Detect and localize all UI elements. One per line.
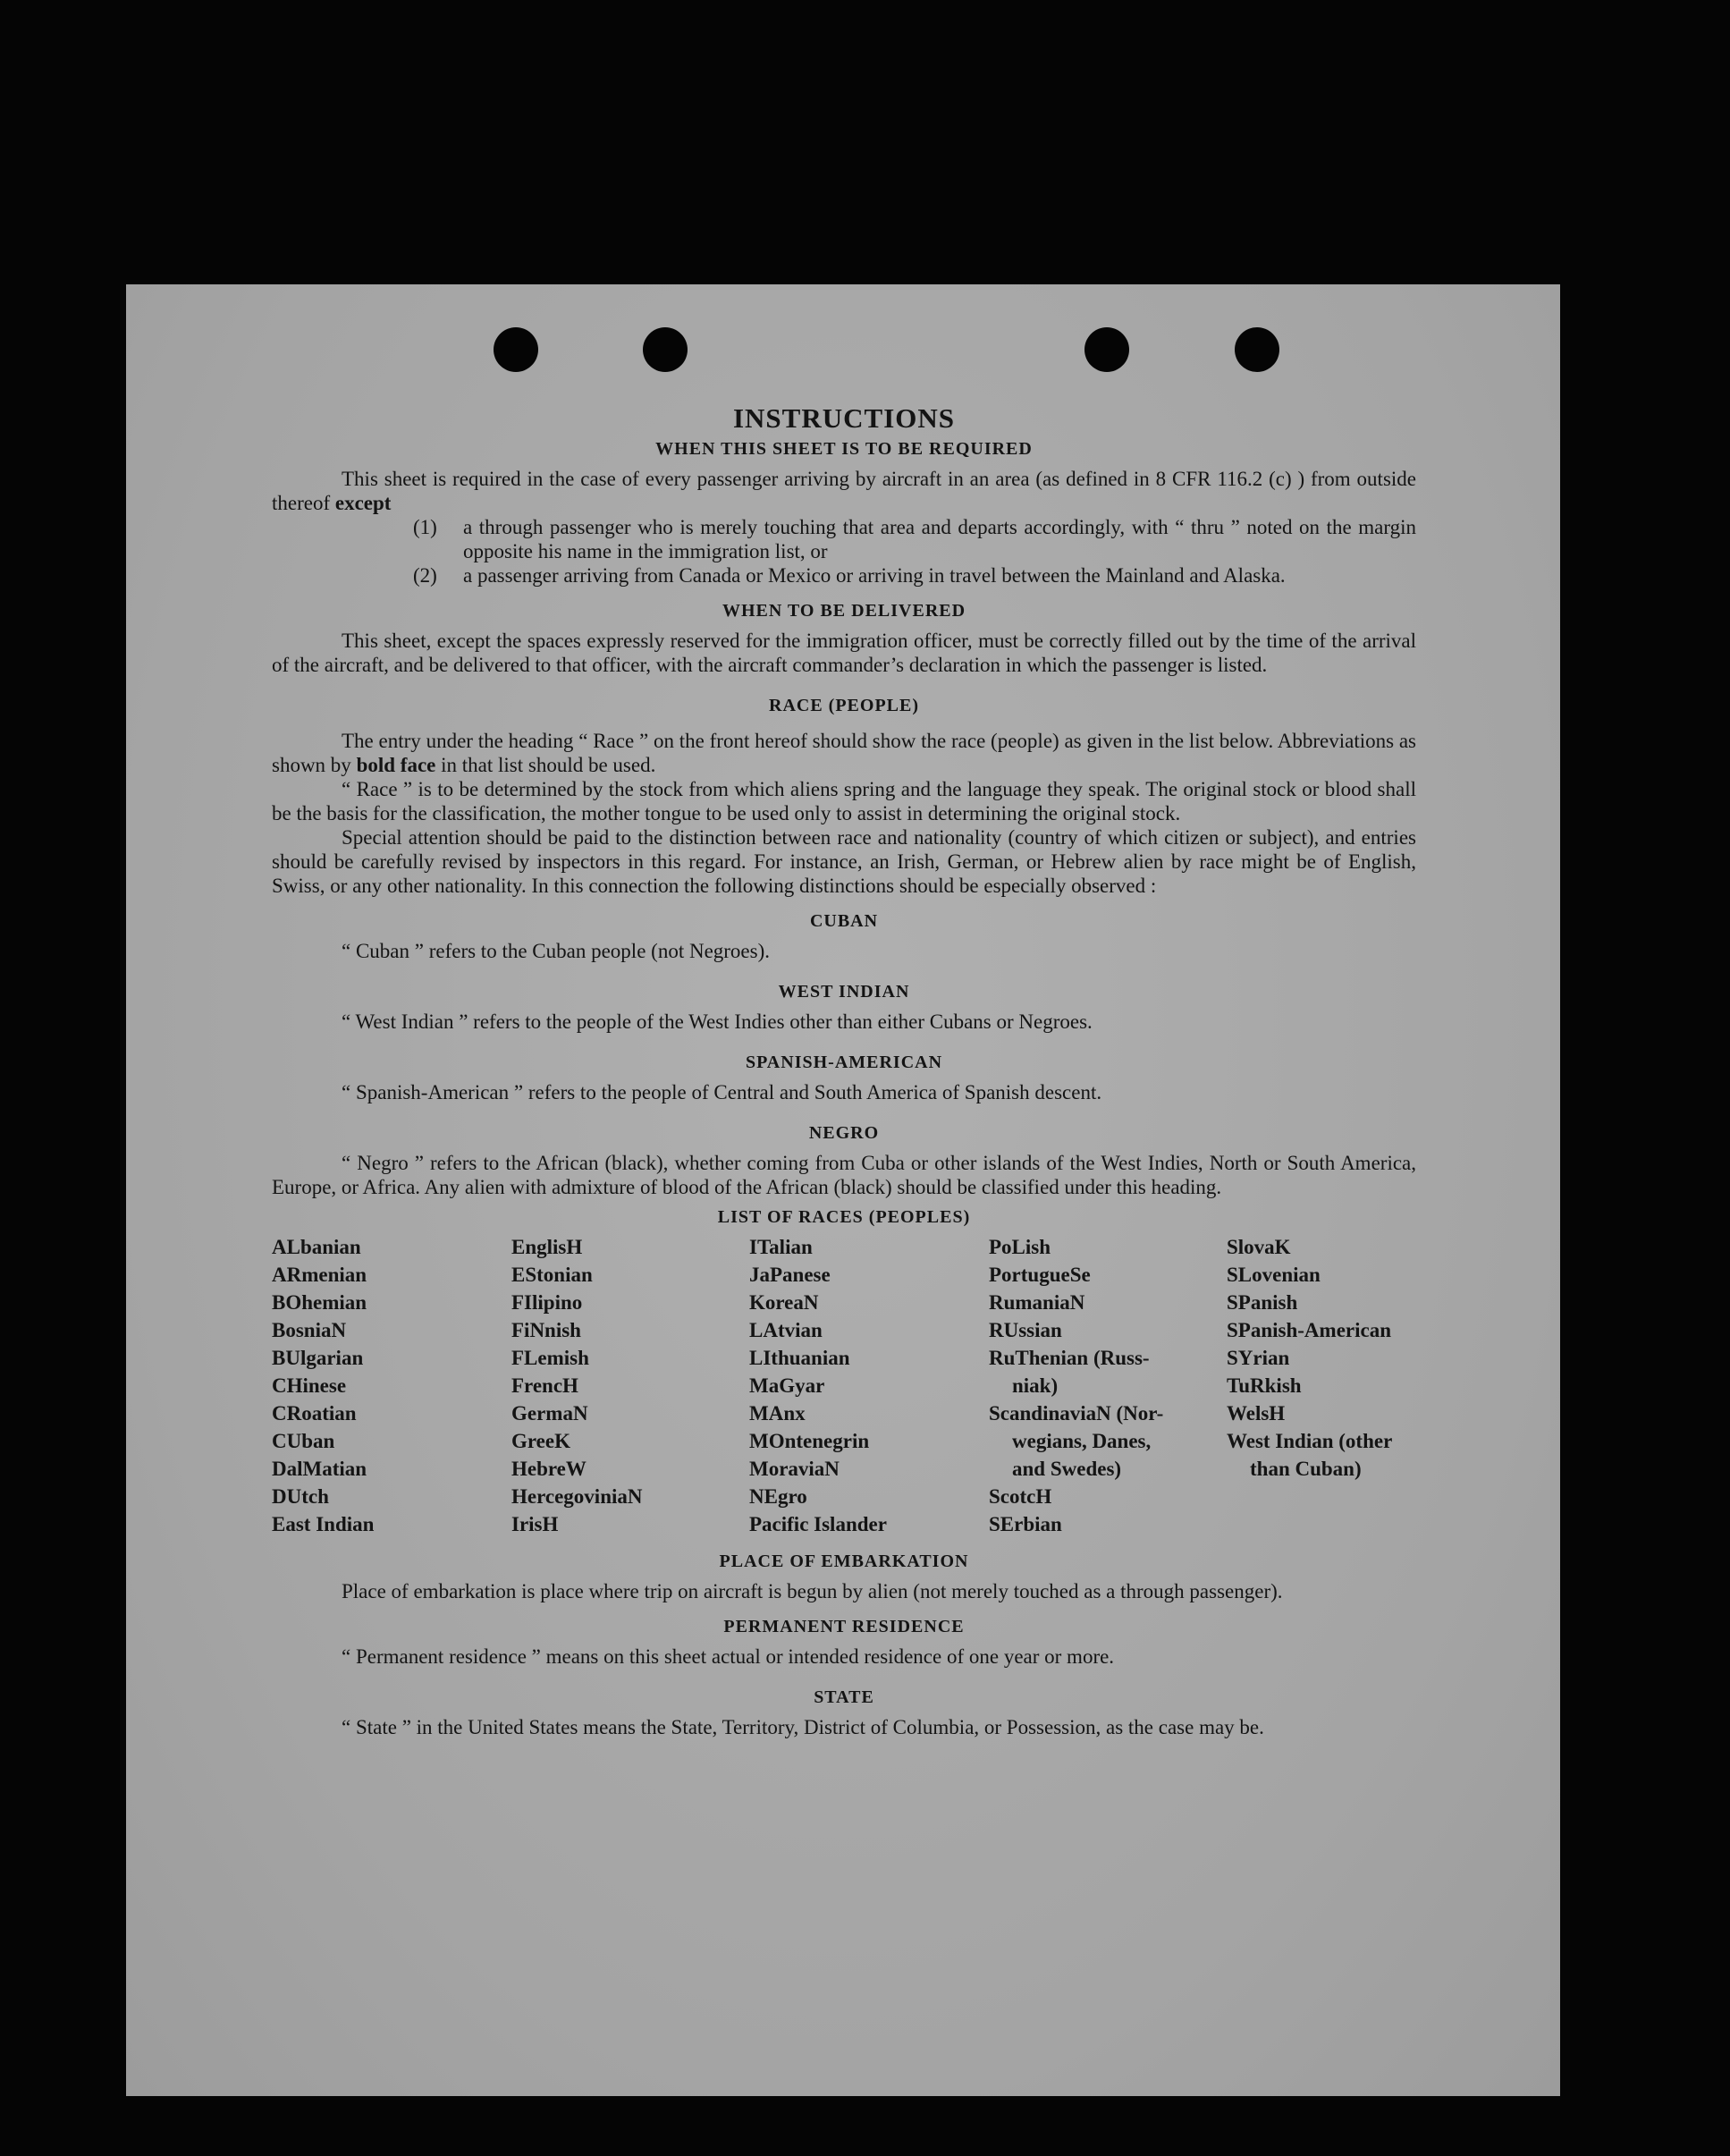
list-item: TuRkish xyxy=(1227,1374,1302,1397)
list-item: FIlipino xyxy=(511,1291,583,1314)
paragraph-required-intro: This sheet is required in the case of every passenger arriving by aircraft in an area (as defined in 8 CFR 116.2 (c) ) from outside thereof except xyxy=(272,468,1416,514)
punch-hole-1 xyxy=(494,327,538,372)
bold-face-text: bold face xyxy=(356,754,436,776)
heading-list-of-races: LIST OF RACES (PEOPLES) xyxy=(717,1207,971,1227)
heading-west-indian: WEST INDIAN xyxy=(778,982,910,1002)
paragraph-delivered: This sheet, except the spaces expressly reserved for the immigration officer, must be correctly filled out by the time of the arrival of the aircraft, and be delivered to that officer, with the aircraft commander’s declaration in which the passenger is listed. xyxy=(272,630,1416,676)
list-item: FrencH xyxy=(511,1374,578,1397)
list-item: MaGyar xyxy=(749,1374,825,1397)
paragraph-residence: “ Permanent residence ” means on this sheet actual or intended residence of one year or more. xyxy=(342,1645,1115,1668)
except-bold: except xyxy=(334,492,392,514)
races-list xyxy=(272,1233,1416,1538)
list-item: GreeK xyxy=(511,1430,570,1452)
heading-negro: NEGRO xyxy=(808,1123,880,1143)
paragraph-negro: “ Negro ” refers to the African (black), whether coming from Cuba or other islands of the West Indies, North or South America, Europe, or Africa. Any alien with admixture of blood of the African (black) should be classified under this heading. xyxy=(272,1152,1416,1198)
list-item: ITalian xyxy=(749,1236,813,1258)
races-column-3 xyxy=(749,1233,989,1538)
punch-hole-3 xyxy=(1084,327,1129,372)
list-item: ARmenian xyxy=(272,1264,367,1286)
list-item: RUssian xyxy=(989,1319,1062,1341)
list-item: and Swedes) xyxy=(1012,1458,1122,1480)
heading-when-delivered: WHEN TO BE DELIVERED xyxy=(722,601,966,621)
list-item: NEgro xyxy=(749,1485,807,1508)
document-sheet xyxy=(126,284,1560,2096)
list-item-2-number: (2) xyxy=(413,564,437,587)
list-item: BUlgarian xyxy=(272,1347,364,1369)
list-item: wegians, Danes, xyxy=(1012,1430,1152,1452)
paragraph-embarkation: Place of embarkation is place where trip on aircraft is begun by alien (not merely touched as a through passenger). xyxy=(342,1580,1283,1602)
heading-race: RACE (PEOPLE) xyxy=(769,696,919,715)
list-item: FiNnish xyxy=(511,1319,581,1341)
paragraph-race-2: “ Race ” is to be determined by the stock from which aliens spring and the language they speak. The original stock or blood shall be the basis for the classification, the mother tongue to be used only to assist in determining the original stock. xyxy=(272,778,1416,824)
list-item: EnglisH xyxy=(511,1236,583,1258)
list-item-1 xyxy=(272,515,1416,563)
races-column-4 xyxy=(989,1233,1227,1538)
list-item: SPanish-American xyxy=(1227,1319,1391,1341)
list-item: SPanish xyxy=(1227,1291,1298,1314)
list-item: LAtvian xyxy=(749,1319,823,1341)
list-item: DUtch xyxy=(272,1485,329,1508)
list-item: JaPanese xyxy=(749,1264,831,1286)
list-item: BosniaN xyxy=(272,1319,347,1341)
list-item: SLovenian xyxy=(1227,1264,1321,1286)
list-item: FLemish xyxy=(511,1347,589,1369)
list-item: MOntenegrin xyxy=(749,1430,870,1452)
list-item: RuThenian (Russ- xyxy=(989,1347,1150,1369)
list-item: ALbanian xyxy=(272,1236,361,1258)
list-item: PortugueSe xyxy=(989,1264,1091,1286)
punch-hole-2 xyxy=(643,327,688,372)
list-item: ScandinaviaN (Nor- xyxy=(989,1402,1164,1425)
list-item: MAnx xyxy=(749,1402,806,1425)
list-item: HercegoviniaN xyxy=(511,1485,643,1508)
list-item: LIthuanian xyxy=(749,1347,850,1369)
list-item: RumaniaN xyxy=(989,1291,1085,1314)
races-column-5 xyxy=(1227,1233,1416,1538)
heading-place-of-embarkation: PLACE OF EMBARKATION xyxy=(719,1551,969,1571)
list-item: East Indian xyxy=(272,1513,375,1535)
list-item: DalMatian xyxy=(272,1458,367,1480)
list-item: West Indian (other xyxy=(1227,1430,1393,1452)
list-item: CRoatian xyxy=(272,1402,357,1425)
list-item: IrisH xyxy=(511,1513,559,1535)
list-item: CHinese xyxy=(272,1374,347,1397)
list-item: than Cuban) xyxy=(1250,1458,1362,1480)
list-item: SlovaK xyxy=(1227,1236,1291,1258)
heading-when-required: WHEN THIS SHEET IS TO BE REQUIRED xyxy=(655,439,1033,459)
races-column-2 xyxy=(511,1233,749,1538)
list-item: ScotcH xyxy=(989,1485,1052,1508)
races-column-1 xyxy=(272,1233,511,1538)
paragraph-race-3: Special attention should be paid to the distinction between race and nationality (country of which citizen or subject), and entries should be carefully revised by inspectors in this regard. For instance, an Irish, German, or Hebrew alien by race might be of English, Swiss, or any other nationality. In this connection the following distinctions should be especially observed : xyxy=(272,826,1416,897)
list-item-2 xyxy=(272,563,1416,588)
list-item: WelsH xyxy=(1227,1402,1286,1425)
list-item: SErbian xyxy=(989,1513,1062,1535)
list-item: KoreaN xyxy=(749,1291,819,1314)
page-title: INSTRUCTIONS xyxy=(732,402,955,434)
list-item: SYrian xyxy=(1227,1347,1290,1369)
paragraph-cuban: “ Cuban ” refers to the Cuban people (not Negroes). xyxy=(342,940,771,962)
paragraph-spanish-american: “ Spanish-American ” refers to the people of Central and South America of Spanish descent. xyxy=(342,1081,1102,1103)
heading-permanent-residence: PERMANENT RESIDENCE xyxy=(723,1617,965,1636)
heading-state: STATE xyxy=(814,1687,874,1707)
list-item: CUban xyxy=(272,1430,335,1452)
list-item: HebreW xyxy=(511,1458,587,1480)
list-item: Pacific Islander xyxy=(749,1513,887,1535)
list-item: BOhemian xyxy=(272,1291,367,1314)
paragraph-race-1: The entry under the heading “ Race ” on the front hereof should show the race (people) as given in the list below. Abbreviations as shown by bold face in that list should be used. xyxy=(272,730,1416,776)
list-item: MoraviaN xyxy=(749,1458,840,1480)
heading-cuban: CUBAN xyxy=(809,911,879,931)
list-item-2-text: a passenger arriving from Canada or Mexico or arriving in travel between the Mainland and Alaska. xyxy=(463,564,1286,587)
list-item: EStonian xyxy=(511,1264,593,1286)
paragraph-state: “ State ” in the United States means the State, Territory, District of Columbia, or Possession, as the case may be. xyxy=(342,1716,1264,1738)
list-item: PoLish xyxy=(989,1236,1051,1258)
list-item-1-text: a through passenger who is merely touching that area and departs accordingly, with “ thru ” noted on the margin opposite his name in the immigration list, or xyxy=(463,516,1416,562)
list-item: niak) xyxy=(1012,1374,1059,1397)
punch-hole-4 xyxy=(1235,327,1279,372)
document-content xyxy=(272,401,1416,1739)
list-item: GermaN xyxy=(511,1402,588,1425)
paragraph-west-indian: “ West Indian ” refers to the people of the West Indies other than either Cubans or Negroes. xyxy=(342,1010,1093,1033)
heading-spanish-american: SPANISH-AMERICAN xyxy=(745,1053,943,1072)
list-item-1-number: (1) xyxy=(413,516,437,538)
